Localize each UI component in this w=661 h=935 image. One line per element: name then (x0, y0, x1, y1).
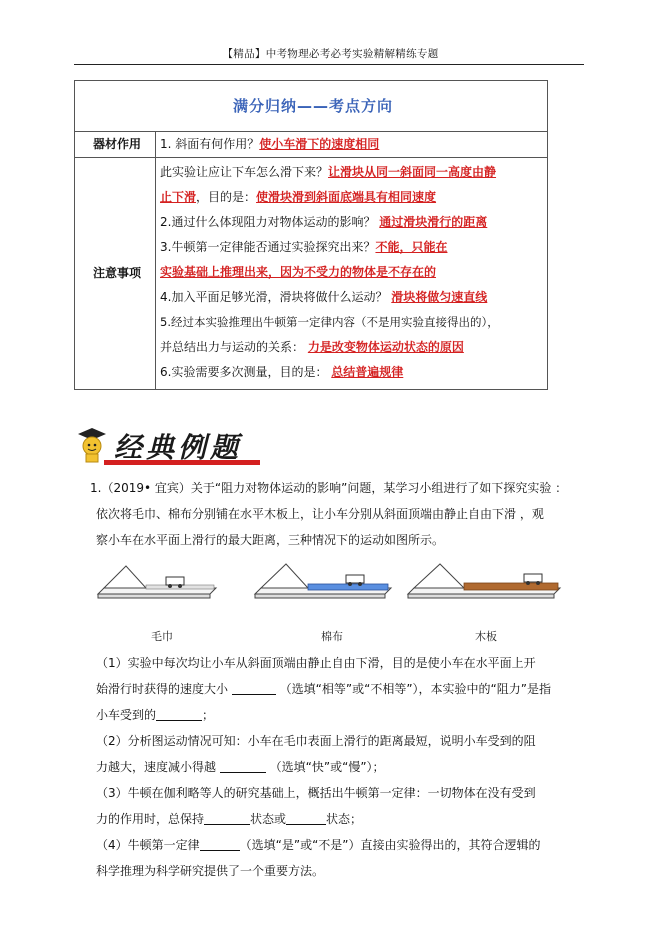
note-1-line1 (160, 160, 547, 185)
subq-1-line2 (96, 676, 616, 702)
caption-towel: 毛巾 (151, 630, 173, 643)
subq-1-text-b: （选填“相等”或“不相等”），本实验中的“阻力”是指 (279, 682, 551, 696)
note-2 (160, 210, 547, 235)
note-1-answer-b: 止下滑 (160, 190, 197, 204)
wood-board-setup (408, 564, 560, 598)
cart-icon (346, 575, 364, 583)
subq-2-line1: （2）分析图运动情况可知：小车在毛巾表面上滑行的距离最短，说明小车受到的阻 (96, 734, 536, 748)
subq-1-text-c: 小车受到的 (96, 708, 157, 722)
note-4-answer: 滑块将做匀速直线 (391, 290, 488, 304)
subq-2-text-b: （选填“快”或“慢”）； (269, 760, 385, 774)
answer-blank-5[interactable] (286, 810, 326, 825)
note-6-answer: 总结普遍规律 (331, 365, 404, 379)
subq-1-text-a: 始滑行时获得的速度大小 (96, 682, 229, 696)
subq-3-text-c: 状态； (326, 812, 363, 826)
subq-3-line1: （3）牛顿在伽利略等人的研究基础上，概括出牛顿第一定律：一切物体在没有受到 (96, 786, 536, 800)
subq-4-text-a: （4）牛顿第一定律 (96, 838, 200, 852)
subq-1-text-d: ； (202, 708, 215, 722)
note-4-question: 4.加入平面足够光滑，滑块将做什么运动？ (160, 290, 388, 304)
note-2-answer: 通过滑块滑行的距离 (379, 215, 488, 229)
summary-table (74, 80, 548, 390)
note-3-question: 3.牛顿第一定律能否通过实验探究出来？ (160, 240, 376, 254)
caption-wood: 木板 (475, 630, 497, 643)
subq-3-line2 (96, 806, 616, 832)
towel-setup (98, 566, 216, 598)
summary-title: 满分归纳——考点方向 (75, 81, 548, 132)
note-5-question: 并总结出力与运动的关系： (160, 340, 305, 354)
note-5-answer: 力是改变物体运动状态的原因 (307, 340, 464, 354)
experiment-figure (96, 560, 566, 630)
equipment-label: 器材作用 (75, 132, 156, 158)
note-6-question: 6.实验需要多次测量，目的是： (160, 365, 328, 379)
note-2-question: 2.通过什么体现阻力对物体运动的影响？ (160, 215, 376, 229)
note-6 (160, 360, 547, 385)
header-rule (74, 64, 584, 65)
subq-1-line3 (96, 702, 616, 728)
subq-2-line2 (96, 754, 616, 780)
note-5-line1: 5.经过本实验推理出牛顿第一定律内容（不是用实验直接得出的）， (160, 315, 499, 329)
notes-content (156, 158, 548, 390)
note-1-mid: ，目的是： (196, 190, 257, 204)
note-5-line2 (160, 335, 547, 360)
answer-blank-4[interactable] (204, 810, 250, 825)
classic-examples-banner (74, 424, 264, 470)
note-3-line2 (160, 260, 547, 285)
subq-3-text-b: 状态或 (250, 812, 287, 826)
question-line-3: 察小车在水平面上滑行的最大距离，三种情况下的运动如图所示。 (96, 533, 445, 547)
note-3-answer-a: 不能，只能在 (375, 240, 448, 254)
answer-blank-2[interactable] (156, 706, 202, 721)
note-1-question: 此实验让应让下车怎么滑下来？ (160, 165, 329, 179)
note-3-line1 (160, 235, 547, 260)
answer-blank-1[interactable] (232, 680, 276, 695)
equipment-content (156, 132, 548, 158)
cart-icon (524, 574, 542, 582)
subq-4-line2: 科学推理为科学研究提供了一个重要方法。 (96, 864, 325, 878)
equipment-question: 1. 斜面有何作用？ (160, 137, 260, 151)
note-4 (160, 285, 547, 310)
subq-2-text-a: 力越大，速度减小得越 (96, 760, 217, 774)
note-3-answer-b: 实验基础上推理出来，因为不受力的物体是不存在的 (160, 265, 437, 279)
subq-4-line1 (96, 832, 616, 858)
note-1-answer-c: 使滑块滑到斜面底端具有相同速度 (256, 190, 437, 204)
page-header: 【精品】中考物理必考必考实验精解精练专题 (222, 48, 439, 60)
subq-3-text-a: 力的作用时，总保持 (96, 812, 205, 826)
note-1-line2 (160, 185, 547, 210)
answer-blank-3[interactable] (220, 758, 266, 773)
question-line-1: 1.（2019• 宜宾）关于“阻力对物体运动的影响”问题，某学习小组进行了如下探究实验 ： (90, 481, 568, 495)
subq-1-line1: （1）实验中每次均让小车从斜面顶端由静止自由下滑，目的是使小车在水平面上开 (96, 656, 536, 670)
equipment-answer: 使小车滑下的速度相同 (259, 137, 380, 151)
student-mascot-icon (78, 428, 106, 462)
banner-text: 经典例题 (114, 431, 243, 464)
cart-icon (166, 577, 184, 585)
subq-4-text-b: （选填“是”或“不是”）直接由实验得出的，其符合逻辑的 (239, 838, 541, 852)
experiment-svg (96, 560, 566, 630)
notes-label: 注意事项 (75, 158, 156, 390)
caption-cotton: 棉布 (321, 630, 343, 643)
answer-blank-6[interactable] (200, 836, 240, 851)
note-1-answer-a: 让滑块从同一斜面同一高度由静 (328, 165, 497, 179)
cotton-cloth-setup (255, 564, 391, 598)
question-line-2: 依次将毛巾、棉布分别铺在水平木板上，让小车分别从斜面顶端由静止自由下滑 ，观 (96, 507, 544, 521)
